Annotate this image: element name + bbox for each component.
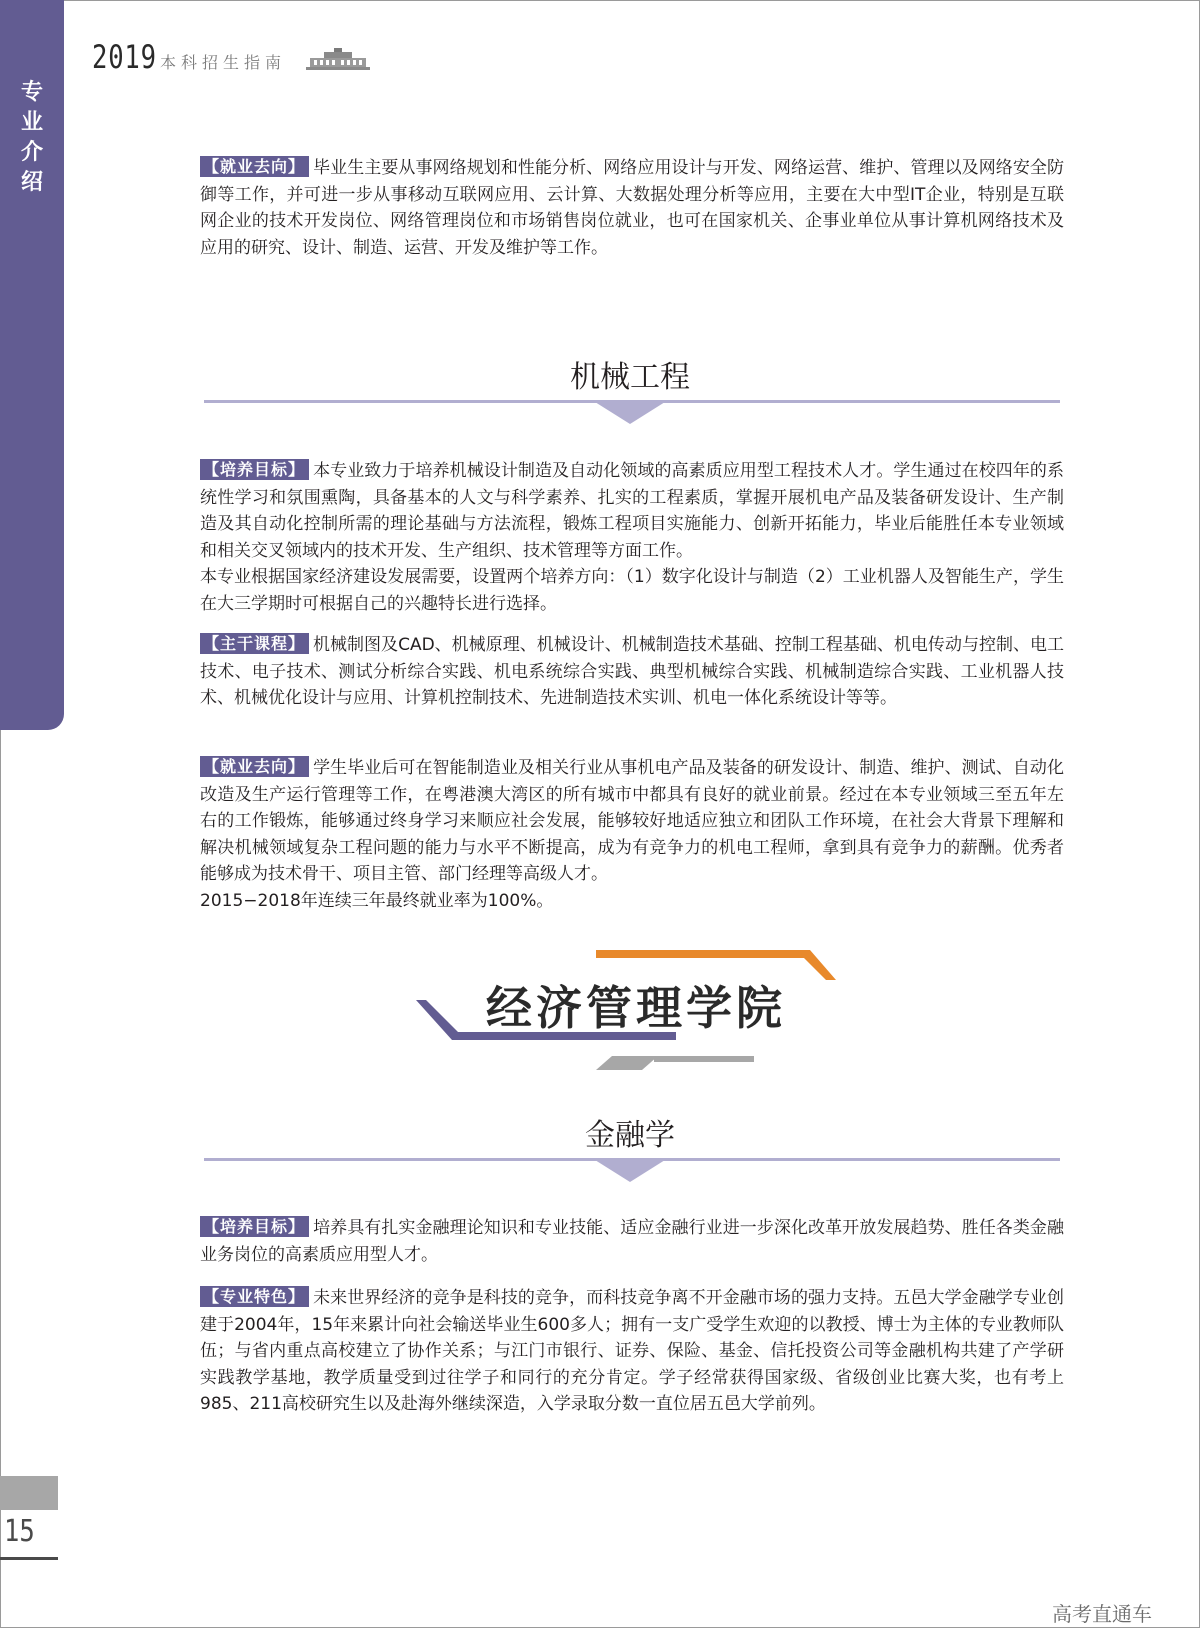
network-employment-paragraph	[200, 155, 1064, 261]
mechanical-goal-text: 本专业致力于培养机械设计制造及自动化领域的高素质应用型工程技术人才。学生通过在校四年的系统性学习和氛围熏陶，具备基本的人文与科学素养、扎实的工程素质，掌握开展机电产品及装备研发设计、生产制造及其自动化控制所需的理论基础与方法流程，锻炼工程项目实施能力、创新开拓能力，毕业后能胜任本专业领域和相关交叉领域内的技术开发、生产组织、技术管理等方面工作。	[200, 461, 1064, 561]
mechanical-goal-text-2: 本专业根据国家经济建设发展需要，设置两个培养方向：（1）数字化设计与制造（2）工业机器人及智能生产，学生在大三学期时可根据自己的兴趣特长进行选择。	[200, 567, 1064, 614]
page-number-bar	[0, 1476, 58, 1510]
finance-feature-text: 未来世界经济的竞争是科技的竞争，而科技竞争离不开金融市场的强力支持。五邑大学金融学专业创建于2004年，15年来累计向社会输送毕业生600多人；拥有一支广受学生欢迎的以教授、博士为主体的专业教师队伍；与省内重点高校建立了协作关系；与江门市银行、证券、保险、基金、信托投资公司等金融机构共建了产学研实践教学基地，教学质量受到过往学子和同行的充分肯定。学子经常获得国家级、省级创业比赛大奖，也有考上985、211高校研究生以及赴海外继续深造，入学录取分数一直位居五邑大学前列。	[200, 1288, 1064, 1415]
courses-tag: 【主干课程】	[200, 633, 309, 654]
finance-goal-paragraph	[200, 1215, 1064, 1268]
finance-goal-text: 培养具有扎实金融理论知识和专业技能、适应金融行业进一步深化改革开放发展趋势、胜任各类金融业务岗位的高素质应用型人才。	[200, 1218, 1064, 1265]
page-number: 15	[4, 1514, 35, 1549]
page-number-underline	[0, 1557, 58, 1560]
mechanical-employment-paragraph	[200, 755, 1064, 915]
mechanical-employment-text-2: 2015−2018年连续三年最终就业率为100%。	[200, 890, 554, 911]
building-icon	[304, 48, 372, 72]
college-heading	[416, 950, 856, 1080]
divider-arrow-finance	[595, 1160, 665, 1184]
mechanical-employment-text: 学生毕业后可在智能制造业及相关行业从事机电产品及装备的研发设计、制造、维护、测试、自动化改造及生产运行管理等工作，在粤港澳大湾区的所有城市中都具有良好的就业前景。经过在本专业领域三至五年左右的工作锻炼，能够通过终身学习来顺应社会发展，能够较好地适应独立和团队工作环境，在社会大背景下理解和解决机械领域复杂工程问题的能力与水平不断提高，成为有竞争力的机电工程师，拿到具有竞争力的薪酬。优秀者能够成为技术骨干、项目主管、部门经理等高级人才。	[200, 758, 1064, 885]
college-title: 经济管理学院	[486, 981, 786, 1035]
major-title-mechanical: 机械工程	[570, 360, 690, 395]
watermark: 高考直通车	[1052, 1602, 1152, 1626]
feature-tag: 【专业特色】	[200, 1286, 309, 1307]
mechanical-courses-paragraph	[200, 632, 1064, 712]
header-year: 2019	[92, 38, 157, 76]
goal-tag: 【培养目标】	[200, 459, 309, 480]
mechanical-courses-text: 机械制图及CAD、机械原理、机械设计、机械制造技术基础、控制工程基础、机电传动与控制、电工技术、电子技术、测试分析综合实践、机电系统综合实践、典型机械综合实践、机械制造综合实践、工业机器人技术、机械优化设计与应用、计算机控制技术、先进制造技术实训、机电一体化系统设计等等。	[200, 635, 1064, 709]
employment-tag: 【就业去向】	[200, 156, 309, 177]
finance-feature-paragraph	[200, 1285, 1064, 1418]
network-employment-text: 毕业生主要从事网络规划和性能分析、网络应用设计与开发、网络运营、维护、管理以及网络安全防御等工作，并可进一步从事移动互联网应用、云计算、大数据处理分析等应用，主要在大中型IT企业，特别是互联网企业的技术开发岗位、网络管理岗位和市场销售岗位就业，也可在国家机关、企事业单位从事计算机网络技术及应用的研究、设计、制造、运营、开发及维护等工作。	[200, 158, 1064, 258]
header-title: 本科招生指南	[160, 53, 287, 72]
goal-tag: 【培养目标】	[200, 1216, 309, 1237]
mechanical-goal-paragraph	[200, 458, 1064, 618]
divider-arrow-mechanical	[595, 402, 665, 426]
major-title-finance: 金融学	[585, 1118, 675, 1153]
employment-tag: 【就业去向】	[200, 756, 309, 777]
side-tab-label: 专业介绍	[20, 80, 43, 195]
